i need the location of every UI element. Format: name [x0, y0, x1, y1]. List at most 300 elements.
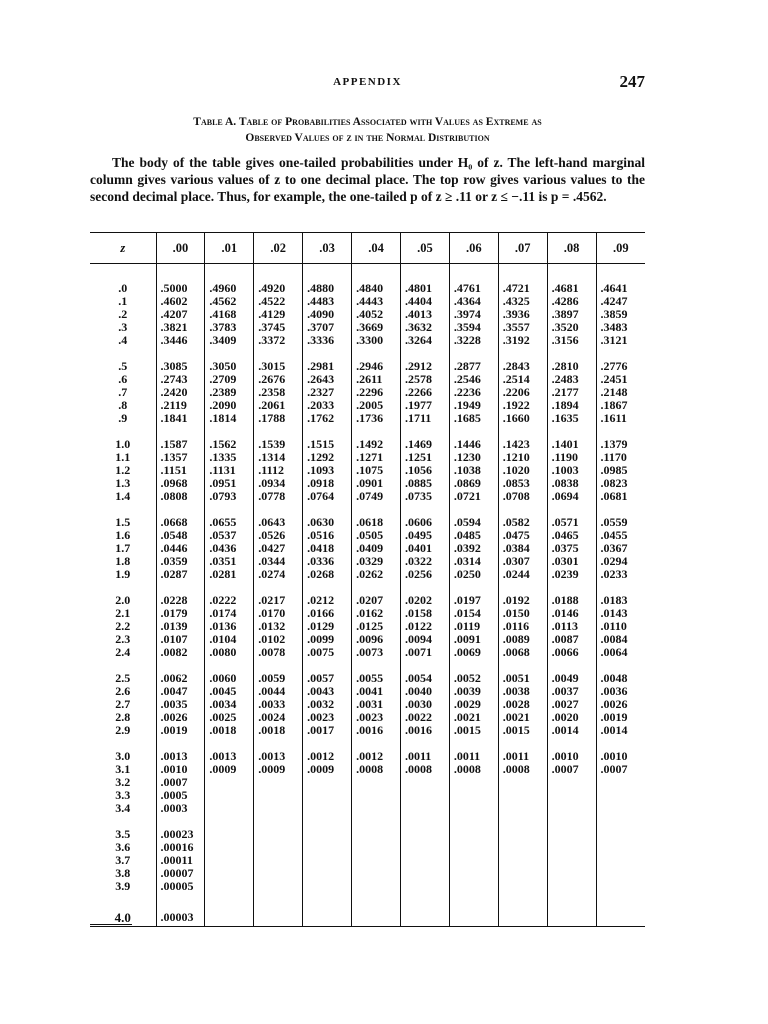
probability-column-cell: [205, 264, 254, 356]
probability-value: .0096: [356, 632, 384, 646]
probability-value: .2578: [404, 372, 432, 386]
probability-column-cell: [547, 511, 596, 589]
column-header: .05: [400, 233, 449, 264]
probability-value: .0113: [551, 619, 578, 633]
probability-column-cell: [596, 511, 645, 589]
probability-value: .4920: [258, 281, 286, 295]
probability-value: .0427: [258, 541, 286, 555]
probability-value: .0446: [160, 541, 188, 555]
z-value: 2.5: [115, 671, 131, 685]
probability-value: .4681: [551, 281, 579, 295]
probability-value: .0064: [600, 645, 628, 659]
z-value: 2.9: [115, 723, 131, 737]
probability-value: .2358: [258, 385, 286, 399]
probability-value: .0017: [307, 723, 335, 737]
probability-value: .0089: [502, 632, 530, 646]
probability-value: .0250: [453, 567, 481, 581]
probability-value: .2514: [502, 372, 530, 386]
probability-column-cell: [498, 511, 547, 589]
probability-value: .0110: [600, 619, 627, 633]
probability-value: .0166: [307, 606, 335, 620]
z-value: 2.8: [115, 710, 131, 724]
probability-value: .3821: [160, 320, 188, 334]
probability-column-cell: [498, 823, 547, 901]
probability-column-cell: [547, 667, 596, 745]
probability-value: .0078: [258, 645, 286, 659]
probability-value: .2946: [356, 359, 384, 373]
probability-value: .0009: [209, 762, 237, 776]
probability-value: .1736: [356, 411, 384, 425]
probability-column-cell: [449, 355, 498, 433]
probability-column-cell: [303, 511, 352, 589]
probability-value: .0485: [453, 528, 481, 542]
block-row: [90, 901, 645, 927]
probability-column-cell: [156, 823, 205, 901]
probability-column-cell: [254, 433, 303, 511]
probability-column-cell: [547, 589, 596, 667]
probability-value: .4483: [307, 294, 335, 308]
probability-value: .0022: [404, 710, 432, 724]
probability-value: .0055: [356, 671, 384, 685]
probability-value: .0268: [307, 567, 335, 581]
probability-column-cell: [498, 667, 547, 745]
end-rule: [90, 924, 132, 925]
probability-column-cell: [449, 433, 498, 511]
probability-column-cell: [156, 264, 205, 356]
probability-value: .00005: [160, 879, 194, 893]
probability-value: .0808: [160, 489, 188, 503]
probability-value: .0217: [258, 593, 286, 607]
probability-column-cell: [205, 511, 254, 589]
table-title-line-1: Table A. Table of Probabilities Associated with Values as Extreme as: [193, 116, 542, 128]
probability-value: .1271: [356, 450, 384, 464]
probability-column-cell: [400, 901, 449, 927]
probability-value: .0668: [160, 515, 188, 529]
probability-value: .0694: [551, 489, 579, 503]
probability-value: .0011: [502, 749, 530, 763]
probability-value: .0062: [160, 671, 188, 685]
probability-value: .0007: [160, 775, 188, 789]
probability-value: .3192: [502, 333, 530, 347]
probability-value: .4641: [600, 281, 628, 295]
probability-value: .0029: [453, 697, 481, 711]
probability-value: .0026: [160, 710, 188, 724]
probability-value: .0143: [600, 606, 628, 620]
probability-value: .0041: [356, 684, 384, 698]
probability-value: .0119: [453, 619, 481, 633]
probability-value: .0351: [209, 554, 237, 568]
probability-value: .4840: [356, 281, 384, 295]
probability-column-cell: [547, 901, 596, 927]
probability-value: .0778: [258, 489, 286, 503]
probability-column-cell: [156, 589, 205, 667]
probability-column-cell: [449, 745, 498, 823]
row-block: [90, 264, 645, 356]
probability-value: .0618: [356, 515, 384, 529]
probability-value: .3121: [600, 333, 628, 347]
probability-column-cell: [156, 745, 205, 823]
z-value: 2.2: [115, 619, 131, 633]
probability-value: .0026: [600, 697, 628, 711]
probability-column-cell: [156, 355, 205, 433]
column-header: .01: [205, 233, 254, 264]
probability-column-cell: [596, 901, 645, 927]
probability-value: .1635: [551, 411, 579, 425]
probability-value: .0013: [258, 749, 286, 763]
probability-column-cell: [547, 433, 596, 511]
probability-column-cell: [352, 589, 401, 667]
z-value: .5: [118, 359, 128, 373]
probability-column-cell: [205, 433, 254, 511]
probability-value: .0129: [307, 619, 335, 633]
probability-value: .0793: [209, 489, 237, 503]
probability-value: .2420: [160, 385, 188, 399]
probability-value: .0010: [160, 762, 188, 776]
probability-value: .2643: [307, 372, 335, 386]
probability-value: .0212: [307, 593, 335, 607]
probability-value: .00011: [160, 853, 193, 867]
probability-value: .4522: [258, 294, 286, 308]
probability-column-cell: [400, 745, 449, 823]
probability-column-cell: [449, 667, 498, 745]
probability-value: .1922: [502, 398, 530, 412]
probability-value: .3228: [453, 333, 481, 347]
probability-value: .0068: [502, 645, 530, 659]
z-value: 1.4: [115, 489, 131, 503]
column-header: .06: [449, 233, 498, 264]
probability-value: .1170: [600, 450, 627, 464]
z-value: 2.6: [115, 684, 131, 698]
probability-column-cell: [254, 355, 303, 433]
z-value: 1.1: [115, 450, 131, 464]
z-value: 3.2: [115, 775, 131, 789]
probability-column-cell: [400, 823, 449, 901]
probability-value: .1949: [453, 398, 481, 412]
probability-value: .2296: [356, 385, 384, 399]
table-title-line-2: Observed Values of z in the Normal Distribution: [245, 132, 490, 144]
probability-value: .0465: [551, 528, 579, 542]
column-header: .02: [254, 233, 303, 264]
probability-value: .0094: [404, 632, 432, 646]
probability-column-cell: [449, 511, 498, 589]
probability-column-cell: [254, 264, 303, 356]
probability-column-cell: [449, 823, 498, 901]
probability-value: .0526: [258, 528, 286, 542]
z-value: 1.3: [115, 476, 131, 490]
probability-value: .0030: [404, 697, 432, 711]
probability-value: .4602: [160, 294, 188, 308]
probability-value: .0032: [307, 697, 335, 711]
probability-value: .0008: [356, 762, 384, 776]
probability-column-cell: [596, 264, 645, 356]
z-value: 2.7: [115, 697, 131, 711]
probability-value: .0869: [453, 476, 481, 490]
z-value: .9: [118, 411, 128, 425]
probability-column-cell: [498, 433, 547, 511]
probability-value: .2177: [551, 385, 579, 399]
z-value: 3.0: [115, 749, 131, 763]
probability-value: .0036: [600, 684, 628, 698]
probability-column-cell: [156, 511, 205, 589]
probability-column-cell: [352, 823, 401, 901]
page-header: [90, 72, 645, 94]
probability-value: .0082: [160, 645, 188, 659]
probability-value: .0594: [453, 515, 481, 529]
probability-column-cell: [547, 355, 596, 433]
probability-value: .4013: [404, 307, 432, 321]
probability-value: .0057: [307, 671, 335, 685]
probability-column-cell: [449, 901, 498, 927]
z-value: .0: [118, 281, 128, 295]
probability-column-cell: [498, 901, 547, 927]
probability-value: .1587: [160, 437, 188, 451]
probability-value: .0170: [258, 606, 286, 620]
probability-value: .0102: [258, 632, 286, 646]
column-header: .00: [156, 233, 205, 264]
probability-value: .0188: [551, 593, 579, 607]
z-value-cell: [90, 901, 156, 927]
probability-column-cell: [352, 433, 401, 511]
probability-value: .0985: [600, 463, 628, 477]
probability-value: .1762: [307, 411, 335, 425]
probability-value: .0162: [356, 606, 384, 620]
probability-column-cell: [254, 511, 303, 589]
z-value: 1.9: [115, 567, 131, 581]
probability-value: .0034: [209, 697, 237, 711]
probability-value: .0027: [551, 697, 579, 711]
probability-value: .3300: [356, 333, 384, 347]
probability-value: .0005: [160, 788, 188, 802]
z-value: 1.8: [115, 554, 131, 568]
probability-value: .0125: [356, 619, 384, 633]
probability-column-cell: [254, 589, 303, 667]
probability-value: .1056: [404, 463, 432, 477]
probability-value: .0222: [209, 593, 237, 607]
probability-column-cell: [596, 355, 645, 433]
probability-value: .0951: [209, 476, 237, 490]
probability-column-cell: [303, 264, 352, 356]
probability-value: .2033: [307, 398, 335, 412]
probability-value: .3085: [160, 359, 188, 373]
probability-value: .0197: [453, 593, 481, 607]
probability-value: .2005: [356, 398, 384, 412]
table-title: [90, 114, 645, 146]
probability-column-cell: [352, 667, 401, 745]
probability-value: .1190: [551, 450, 578, 464]
probability-value: .0154: [453, 606, 481, 620]
probability-value: .4247: [600, 294, 628, 308]
probability-value: .0239: [551, 567, 579, 581]
probability-value: .0301: [551, 554, 579, 568]
probability-value: .1112: [258, 463, 284, 477]
probability-column-cell: [400, 433, 449, 511]
row-block: [90, 901, 645, 927]
running-head: APPENDIX: [333, 76, 402, 88]
probability-value: .1469: [404, 437, 432, 451]
probability-value: .0749: [356, 489, 384, 503]
probability-value: .1401: [551, 437, 579, 451]
probability-column-cell: [205, 589, 254, 667]
probability-value: .3156: [551, 333, 579, 347]
probability-column-cell: [352, 511, 401, 589]
probability-value: .3483: [600, 320, 628, 334]
probability-column-cell: [254, 823, 303, 901]
probability-value: .4286: [551, 294, 579, 308]
z-value: .4: [118, 333, 128, 347]
probability-column-cell: [303, 667, 352, 745]
probability-value: .0322: [404, 554, 432, 568]
probability-value: .0043: [307, 684, 335, 698]
probability-value: .0233: [600, 567, 628, 581]
z-value-cell: [90, 589, 156, 667]
z-value: 3.7: [115, 853, 131, 867]
probability-value: .4325: [502, 294, 530, 308]
probability-column-cell: [156, 667, 205, 745]
probability-value: .0132: [258, 619, 286, 633]
z-value: .1: [118, 294, 128, 308]
probability-value: .0192: [502, 593, 530, 607]
probability-value: .3783: [209, 320, 237, 334]
probability-value: .1093: [307, 463, 335, 477]
probability-value: .4052: [356, 307, 384, 321]
probability-value: .0019: [600, 710, 628, 724]
probability-column-cell: [205, 667, 254, 745]
probability-column-cell: [547, 823, 596, 901]
z-value-cell: [90, 433, 156, 511]
probability-value: .0287: [160, 567, 188, 581]
probability-value: .0885: [404, 476, 432, 490]
probability-value: .2061: [258, 398, 286, 412]
probability-value: .1075: [356, 463, 384, 477]
probability-value: .0021: [453, 710, 481, 724]
probability-value: .0207: [356, 593, 384, 607]
probability-value: .0139: [160, 619, 188, 633]
probability-value: .3745: [258, 320, 286, 334]
z-value: 1.5: [115, 515, 131, 529]
probability-value: .0033: [258, 697, 286, 711]
probability-value: .3936: [502, 307, 530, 321]
probability-column-cell: [498, 745, 547, 823]
probability-column-cell: [156, 433, 205, 511]
probability-value: .0336: [307, 554, 335, 568]
probability-value: .0045: [209, 684, 237, 698]
probability-value: .1251: [404, 450, 432, 464]
probability-column-cell: [596, 745, 645, 823]
probability-value: .0735: [404, 489, 432, 503]
probability-value: .0025: [209, 710, 237, 724]
probability-value: .3015: [258, 359, 286, 373]
probability-value: .1562: [209, 437, 237, 451]
probability-value: .1867: [600, 398, 628, 412]
probability-value: .0023: [307, 710, 335, 724]
probability-value: .0014: [551, 723, 579, 737]
probability-value: .0018: [209, 723, 237, 737]
probability-value: .0681: [600, 489, 628, 503]
block-row: [90, 511, 645, 589]
probability-value: .3372: [258, 333, 286, 347]
probability-value: .0853: [502, 476, 530, 490]
probability-value: .3264: [404, 333, 432, 347]
probability-value: .4443: [356, 294, 384, 308]
probability-value: .1379: [600, 437, 628, 451]
probability-column-cell: [254, 901, 303, 927]
page-number: 247: [619, 72, 645, 91]
probability-value: .0052: [453, 671, 481, 685]
probability-value: .2843: [502, 359, 530, 373]
probability-value: .1314: [258, 450, 286, 464]
z-value: .7: [118, 385, 128, 399]
z-value: 1.0: [115, 437, 131, 451]
probability-value: .4090: [307, 307, 335, 321]
probability-value: .0392: [453, 541, 481, 555]
z-value: 3.3: [115, 788, 131, 802]
probability-value: .0158: [404, 606, 432, 620]
probability-value: .0010: [600, 749, 628, 763]
table-description: [90, 154, 645, 205]
column-header: .07: [498, 233, 547, 264]
probability-value: .0359: [160, 554, 188, 568]
probability-value: .2119: [160, 398, 187, 412]
probability-value: .0015: [453, 723, 481, 737]
probability-value: .0015: [502, 723, 530, 737]
probability-value: .1894: [551, 398, 579, 412]
z-value: .6: [118, 372, 128, 386]
block-row: [90, 823, 645, 901]
z-value: 3.1: [115, 762, 131, 776]
probability-value: .1660: [502, 411, 530, 425]
probability-value: .0537: [209, 528, 237, 542]
probability-value: .5000: [160, 281, 188, 295]
probability-value: .0009: [258, 762, 286, 776]
probability-column-cell: [498, 264, 547, 356]
row-block: [90, 823, 645, 901]
probability-value: .0003: [160, 801, 188, 815]
probability-value: .0040: [404, 684, 432, 698]
probability-value: .0274: [258, 567, 286, 581]
z-value: 1.7: [115, 541, 131, 555]
probability-value: .0708: [502, 489, 530, 503]
probability-value: .0019: [160, 723, 188, 737]
z-value: 3.4: [115, 801, 131, 815]
probability-value: .0721: [453, 489, 481, 503]
probability-column-cell: [498, 589, 547, 667]
probability-value: .0136: [209, 619, 237, 633]
probability-value: .0968: [160, 476, 188, 490]
probability-value: .0116: [502, 619, 530, 633]
probability-value: .4721: [502, 281, 530, 295]
probability-value: .2451: [600, 372, 628, 386]
row-block: [90, 745, 645, 823]
probability-value: .4761: [453, 281, 481, 295]
probability-value: .0009: [307, 762, 335, 776]
probability-value: .0037: [551, 684, 579, 698]
probability-value: .2877: [453, 359, 481, 373]
description-text: The body of the table gives one-tailed probabilities under H₀ of z. The left-hand marginal column gives various values of z to one decimal place. The top row gives various values to the second decimal place. Thus, for example, the one-tailed p of z ≥ .11 or z ≤ −.11 is p = .4562.: [90, 155, 645, 204]
probability-value: .2810: [551, 359, 579, 373]
probability-column-cell: [449, 589, 498, 667]
block-row: [90, 264, 645, 356]
probability-value: .0294: [600, 554, 628, 568]
probability-value: .0436: [209, 541, 237, 555]
probability-value: .0008: [502, 762, 530, 776]
probability-value: .0823: [600, 476, 628, 490]
column-header: .08: [547, 233, 596, 264]
probability-value: .1788: [258, 411, 286, 425]
probability-column-cell: [400, 589, 449, 667]
probability-value: .0066: [551, 645, 579, 659]
probability-value: .0344: [258, 554, 286, 568]
probability-column-cell: [303, 589, 352, 667]
